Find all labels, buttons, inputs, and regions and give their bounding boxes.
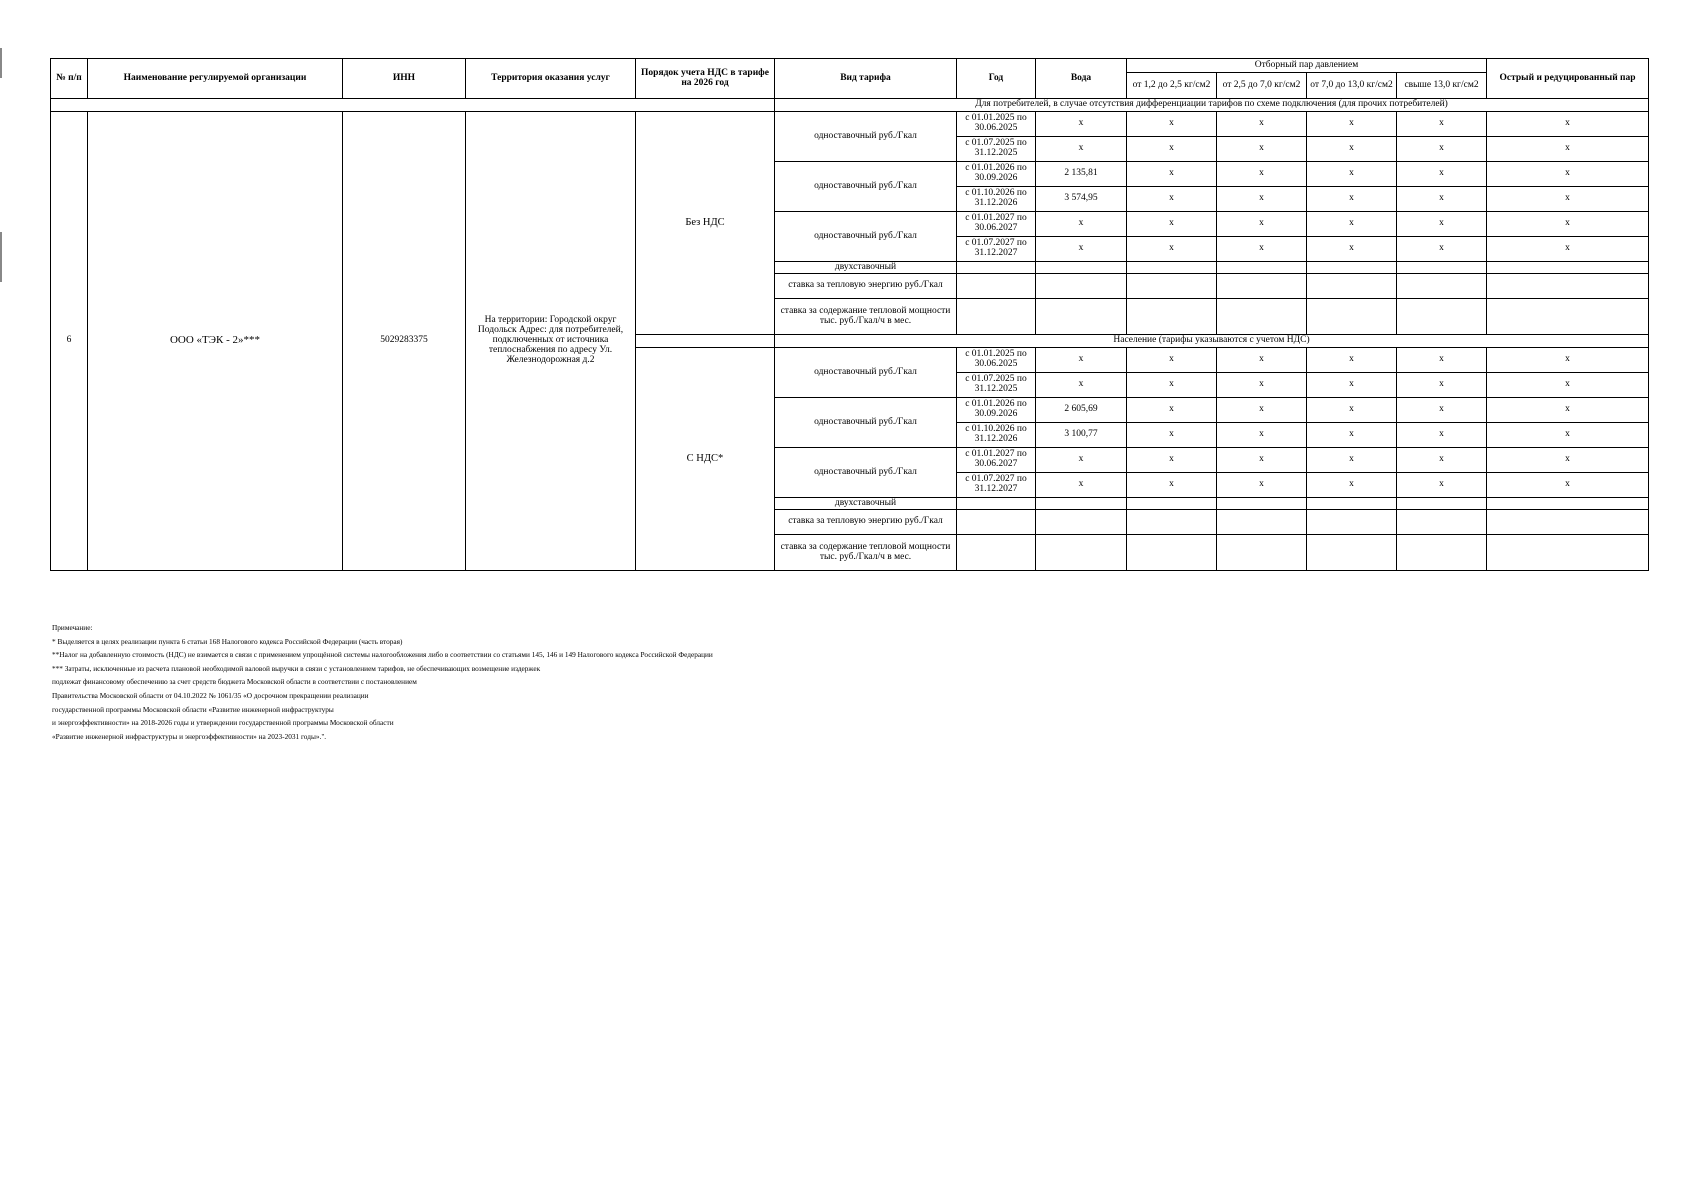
tariff-cell: x: [1487, 373, 1649, 398]
empty-cell: [1397, 299, 1487, 335]
tariff-table: [50, 58, 1649, 571]
tariff-cell: x: [1127, 398, 1217, 423]
note-line: **Налог на добавленную стоимость (НДС) не взимается в связи с применением упрощённой системы налогообложения либо в соответствии со статьями 145, 146 и 149 Налогового кодекса Российской Федерации: [52, 650, 713, 660]
tariff-cell: x: [1217, 112, 1307, 137]
tariff-cell: x: [1397, 448, 1487, 473]
tariff-cell: x: [1217, 137, 1307, 162]
period-cell: с 01.07.2027 по 31.12.2027: [957, 237, 1036, 262]
empty-cell: [1397, 274, 1487, 299]
tariff-cell: x: [1127, 473, 1217, 498]
empty-cell: [1217, 510, 1307, 535]
empty-cell: [1307, 262, 1397, 274]
tariff-cell: x: [1127, 237, 1217, 262]
empty-cell: [1307, 498, 1397, 510]
empty-cell: [1127, 498, 1217, 510]
tariff-cell: x: [1307, 423, 1397, 448]
empty-cell: [1127, 262, 1217, 274]
empty-cell: [1397, 510, 1487, 535]
vat-mode-cell: Без НДС: [636, 112, 775, 335]
empty-cell: [957, 262, 1036, 274]
tariff-cell: x: [1487, 237, 1649, 262]
empty-cell: [1307, 299, 1397, 335]
tariff-cell: x: [1307, 237, 1397, 262]
water-tariff-cell: x: [1036, 112, 1127, 137]
scan-edge-mark: [0, 232, 2, 282]
tariff-cell: x: [1307, 373, 1397, 398]
tariff-cell: x: [1307, 473, 1397, 498]
note-line: * Выделяется в целях реализации пункта 6 статьи 168 Налогового кодекса Российской Федерации (часть вторая): [52, 636, 403, 646]
tariff-cell: x: [1307, 137, 1397, 162]
empty-cell: [1487, 262, 1649, 274]
tariff-cell: x: [1487, 398, 1649, 423]
tariff-cell: x: [1397, 237, 1487, 262]
water-tariff-cell: x: [1036, 212, 1127, 237]
water-tariff-cell: x: [1036, 348, 1127, 373]
period-cell: с 01.01.2025 по 30.06.2025: [957, 348, 1036, 373]
empty-cell: [1217, 262, 1307, 274]
tariff-cell: x: [1127, 348, 1217, 373]
tariff-cell: x: [1217, 162, 1307, 187]
empty-cell: [1036, 510, 1127, 535]
tariff-cell: x: [1397, 162, 1487, 187]
capacity-rate-label: ставка за содержание тепловой мощности тыс. руб./Гкал/ч в мес.: [775, 535, 957, 571]
empty-cell: [957, 299, 1036, 335]
tariff-kind-cell: одноставочный руб./Гкал: [775, 162, 957, 212]
org-territory-cell: На территории: Городской округ Подольск Адрес: для потребителей, подключенных от источника теплоснабжения по адресу Ул. Железнодорожная д.2: [466, 112, 636, 571]
table-body: [51, 99, 1649, 571]
period-cell: с 01.07.2027 по 31.12.2027: [957, 473, 1036, 498]
tariff-cell: x: [1127, 373, 1217, 398]
note-line: государственной программы Московской области «Развитие инженерной инфраструктуры: [52, 704, 334, 714]
tariff-kind-cell: одноставочный руб./Гкал: [775, 212, 957, 262]
tariff-cell: x: [1487, 423, 1649, 448]
water-tariff-cell: x: [1036, 373, 1127, 398]
energy-rate-label: ставка за тепловую энергию руб./Гкал: [775, 274, 957, 299]
period-cell: с 01.01.2026 по 30.09.2026: [957, 398, 1036, 423]
empty-cell: [1397, 262, 1487, 274]
tariff-cell: x: [1127, 187, 1217, 212]
tariff-cell: x: [1397, 348, 1487, 373]
tariff-cell: x: [1217, 398, 1307, 423]
tariff-cell: x: [1127, 162, 1217, 187]
table-header: [51, 59, 1649, 99]
empty-cell: [1217, 535, 1307, 571]
empty-cell: [1036, 299, 1127, 335]
water-tariff-cell: 2 135,81: [1036, 162, 1127, 187]
empty-cell: [1036, 262, 1127, 274]
period-cell: с 01.01.2027 по 30.06.2027: [957, 448, 1036, 473]
empty-cell: [1487, 535, 1649, 571]
empty-cell: [1036, 535, 1127, 571]
col-water-header: Вода: [1036, 59, 1127, 99]
tariff-cell: x: [1307, 162, 1397, 187]
water-tariff-cell: 2 605,69: [1036, 398, 1127, 423]
empty-cell: [1217, 299, 1307, 335]
notes-section: [52, 621, 713, 743]
note-line: *** Затраты, исключенные из расчета плановой необходимой валовой выручки в связи с установлением тарифов, не обеспечивающих возмещение издержек: [52, 663, 541, 673]
tariff-cell: x: [1217, 448, 1307, 473]
period-cell: с 01.01.2027 по 30.06.2027: [957, 212, 1036, 237]
tariff-cell: x: [1487, 448, 1649, 473]
col-vat-order-header: Порядок учета НДС в тарифе на 2026 год: [636, 59, 775, 99]
tariff-cell: x: [1397, 137, 1487, 162]
col-num-header: № п/п: [51, 59, 88, 99]
col-pressure-4-header: свыше 13,0 кг/см2: [1397, 73, 1487, 99]
water-tariff-cell: 3 574,95: [1036, 187, 1127, 212]
tariff-cell: x: [1397, 423, 1487, 448]
period-cell: с 01.01.2025 по 30.06.2025: [957, 112, 1036, 137]
water-tariff-cell: x: [1036, 237, 1127, 262]
empty-cell: [957, 510, 1036, 535]
note-line: подлежат финансовому обеспечению за счет средств бюджета Московской области в соответствии с постановлением: [52, 677, 417, 687]
empty-cell: [1307, 510, 1397, 535]
water-tariff-cell: 3 100,77: [1036, 423, 1127, 448]
tariff-cell: x: [1487, 187, 1649, 212]
tariff-cell: x: [1397, 212, 1487, 237]
col-tariff-kind-header: Вид тарифа: [775, 59, 957, 99]
org-name-cell: ООО «ТЭК - 2»***: [88, 112, 343, 571]
period-cell: с 01.07.2025 по 31.12.2025: [957, 373, 1036, 398]
two-part-label: двухставочный: [775, 498, 957, 510]
empty-cell: [1127, 299, 1217, 335]
tariff-cell: x: [1127, 112, 1217, 137]
tariff-kind-cell: одноставочный руб./Гкал: [775, 112, 957, 162]
tariff-cell: x: [1487, 162, 1649, 187]
empty-cell: [1127, 535, 1217, 571]
empty-cell: [1217, 274, 1307, 299]
tariff-cell: x: [1397, 473, 1487, 498]
tariff-cell: x: [1307, 112, 1397, 137]
tariff-cell: x: [1307, 212, 1397, 237]
tariff-cell: x: [1217, 237, 1307, 262]
col-sharp-steam-header: Острый и редуцированный пар: [1487, 59, 1649, 99]
tariff-cell: x: [1397, 373, 1487, 398]
water-tariff-cell: x: [1036, 473, 1127, 498]
empty-cell: [1127, 510, 1217, 535]
table-row: [51, 112, 1649, 137]
empty-cell: [636, 335, 775, 348]
tariff-cell: x: [1397, 187, 1487, 212]
empty-cell: [1307, 274, 1397, 299]
note-line: «Развитие инженерной инфраструктуры и энергоэффективности» на 2023-2031 годы».".: [52, 731, 327, 741]
period-cell: с 01.10.2026 по 31.12.2026: [957, 423, 1036, 448]
empty-cell: [51, 99, 775, 112]
empty-cell: [1127, 274, 1217, 299]
col-year-header: Год: [957, 59, 1036, 99]
note-line: Правительства Московской области от 04.10.2022 № 1061/35 «О досрочном прекращении реализации: [52, 690, 369, 700]
org-number-cell: 6: [51, 112, 88, 571]
note-line: и энергоэффективности» на 2018-2026 годы и утверждении государственной программы Московской области: [52, 718, 394, 728]
tariff-cell: x: [1397, 112, 1487, 137]
empty-cell: [1307, 535, 1397, 571]
tariff-cell: x: [1487, 348, 1649, 373]
empty-cell: [1036, 274, 1127, 299]
banner-other-consumers: Для потребителей, в случае отсутствия дифференциации тарифов по схеме подключения (для прочих потребителей): [775, 99, 1649, 112]
empty-cell: [1217, 498, 1307, 510]
energy-rate-label: ставка за тепловую энергию руб./Гкал: [775, 510, 957, 535]
tariff-cell: x: [1217, 473, 1307, 498]
col-pressure-3-header: от 7,0 до 13,0 кг/см2: [1307, 73, 1397, 99]
tariff-cell: x: [1307, 187, 1397, 212]
tariff-cell: x: [1307, 348, 1397, 373]
org-inn-cell: 5029283375: [343, 112, 466, 571]
empty-cell: [957, 498, 1036, 510]
empty-cell: [1487, 299, 1649, 335]
tariff-kind-cell: одноставочный руб./Гкал: [775, 398, 957, 448]
vat-mode-cell: С НДС*: [636, 348, 775, 571]
tariff-sheet: [50, 58, 1649, 571]
empty-cell: [957, 535, 1036, 571]
empty-cell: [1487, 510, 1649, 535]
empty-cell: [1487, 274, 1649, 299]
tariff-cell: x: [1307, 448, 1397, 473]
notes-title: Примечание:: [52, 623, 93, 632]
tariff-cell: x: [1487, 137, 1649, 162]
tariff-cell: x: [1127, 212, 1217, 237]
empty-cell: [1397, 498, 1487, 510]
tariff-cell: x: [1487, 212, 1649, 237]
tariff-cell: x: [1487, 473, 1649, 498]
tariff-cell: x: [1217, 187, 1307, 212]
water-tariff-cell: x: [1036, 137, 1127, 162]
tariff-cell: x: [1127, 137, 1217, 162]
tariff-cell: x: [1127, 448, 1217, 473]
tariff-cell: x: [1487, 112, 1649, 137]
empty-cell: [957, 274, 1036, 299]
period-cell: с 01.01.2026 по 30.09.2026: [957, 162, 1036, 187]
empty-cell: [1397, 535, 1487, 571]
two-part-label: двухставочный: [775, 262, 957, 274]
banner-population: Население (тарифы указываются с учетом НДС): [775, 335, 1649, 348]
col-inn-header: ИНН: [343, 59, 466, 99]
col-pressure-2-header: от 2,5 до 7,0 кг/см2: [1217, 73, 1307, 99]
scan-edge-mark: [0, 48, 2, 78]
col-steam-group-header: Отборный пар давлением: [1127, 59, 1487, 73]
tariff-cell: x: [1217, 373, 1307, 398]
capacity-rate-label: ставка за содержание тепловой мощности тыс. руб./Гкал/ч в мес.: [775, 299, 957, 335]
col-org-header: Наименование регулируемой организации: [88, 59, 343, 99]
period-cell: с 01.10.2026 по 31.12.2026: [957, 187, 1036, 212]
tariff-cell: x: [1217, 212, 1307, 237]
col-territory-header: Территория оказания услуг: [466, 59, 636, 99]
col-pressure-1-header: от 1,2 до 2,5 кг/см2: [1127, 73, 1217, 99]
tariff-kind-cell: одноставочный руб./Гкал: [775, 448, 957, 498]
banner-row: [51, 99, 1649, 112]
empty-cell: [1487, 498, 1649, 510]
empty-cell: [1036, 498, 1127, 510]
tariff-cell: x: [1307, 398, 1397, 423]
period-cell: с 01.07.2025 по 31.12.2025: [957, 137, 1036, 162]
tariff-cell: x: [1217, 423, 1307, 448]
tariff-kind-cell: одноставочный руб./Гкал: [775, 348, 957, 398]
water-tariff-cell: x: [1036, 448, 1127, 473]
tariff-cell: x: [1127, 423, 1217, 448]
tariff-cell: x: [1217, 348, 1307, 373]
tariff-cell: x: [1397, 398, 1487, 423]
